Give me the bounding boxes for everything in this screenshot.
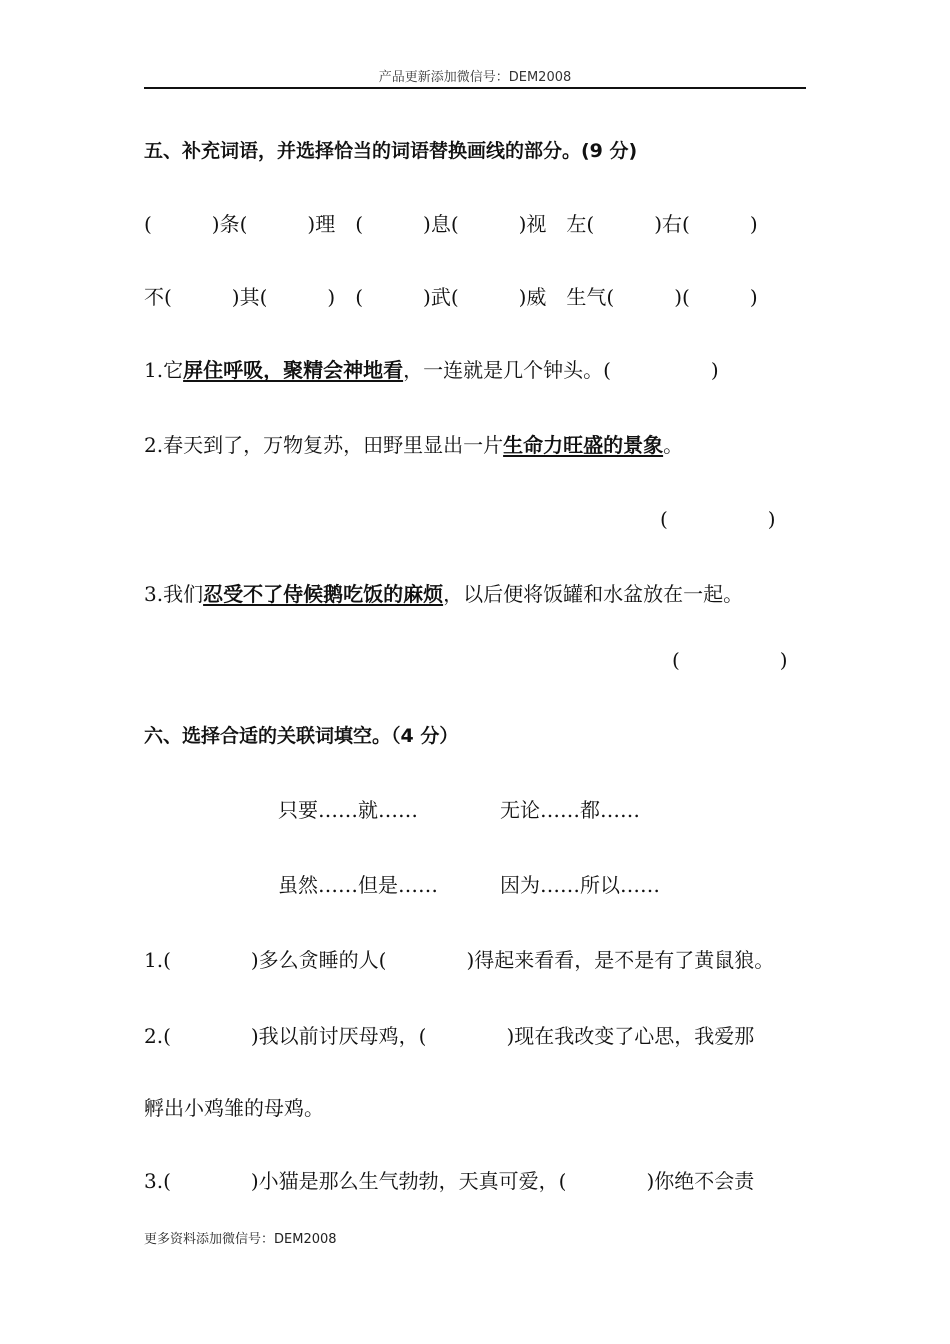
q2-prefix: 2.春天到了，万物复苏，田野里显出一片 bbox=[144, 433, 504, 457]
q3-underlined: 忍受不了侍候鹅吃饭的麻烦 bbox=[203, 582, 444, 606]
option-wulun-dou: 无论……都…… bbox=[500, 798, 640, 822]
section6-question-1: 1.( )多么贪睡的人( )得起来看看，是不是有了黄鼠狼。 bbox=[144, 948, 775, 972]
q3-answer-blank: ( ) bbox=[672, 648, 788, 672]
section5-question-2 bbox=[144, 431, 683, 459]
q3-prefix: 3.我们 bbox=[144, 582, 204, 606]
q2-answer-blank: ( ) bbox=[660, 507, 776, 531]
header-rule bbox=[144, 87, 806, 89]
section5-row1: ( )条( )理 ( )息( )视 左( )右( ) bbox=[144, 212, 758, 236]
option-yinwei-suoyi: 因为……所以…… bbox=[500, 873, 660, 897]
q2-underlined: 生命力旺盛的景象 bbox=[503, 433, 664, 457]
q1-underlined: 屏住呼吸，聚精会神地看 bbox=[183, 358, 404, 382]
section6-question-2-line2: 孵出小鸡雏的母鸡。 bbox=[144, 1096, 324, 1120]
q2-suffix: 。 bbox=[663, 433, 684, 457]
section5-question-3 bbox=[144, 580, 743, 608]
section6-question-3: 3.( )小猫是那么生气勃勃，天真可爱，( )你绝不会责 bbox=[144, 1169, 755, 1193]
page-header: 产品更新添加微信号：DEM2008 bbox=[378, 70, 572, 85]
option-zhiyao-jiu: 只要……就…… bbox=[278, 798, 418, 822]
section5-question-1 bbox=[144, 356, 719, 384]
page-footer: 更多资料添加微信号：DEM2008 bbox=[144, 1232, 337, 1247]
section6-title: 六、选择合适的关联词填空。（4 分） bbox=[144, 725, 459, 747]
section5-row2: 不( )其( ) ( )武( )威 生气( )( ) bbox=[144, 285, 758, 309]
q1-suffix: ，一连就是几个钟头。( ) bbox=[403, 358, 719, 382]
option-suiran-danshi: 虽然……但是…… bbox=[278, 873, 438, 897]
q1-prefix: 1.它 bbox=[144, 358, 184, 382]
section5-title: 五、补充词语，并选择恰当的词语替换画线的部分。(9 分) bbox=[144, 140, 638, 162]
section6-question-2-line1: 2.( )我以前讨厌母鸡，( )现在我改变了心思，我爱那 bbox=[144, 1024, 755, 1048]
q3-suffix: ，以后便将饭罐和水盆放在一起。 bbox=[443, 582, 744, 606]
